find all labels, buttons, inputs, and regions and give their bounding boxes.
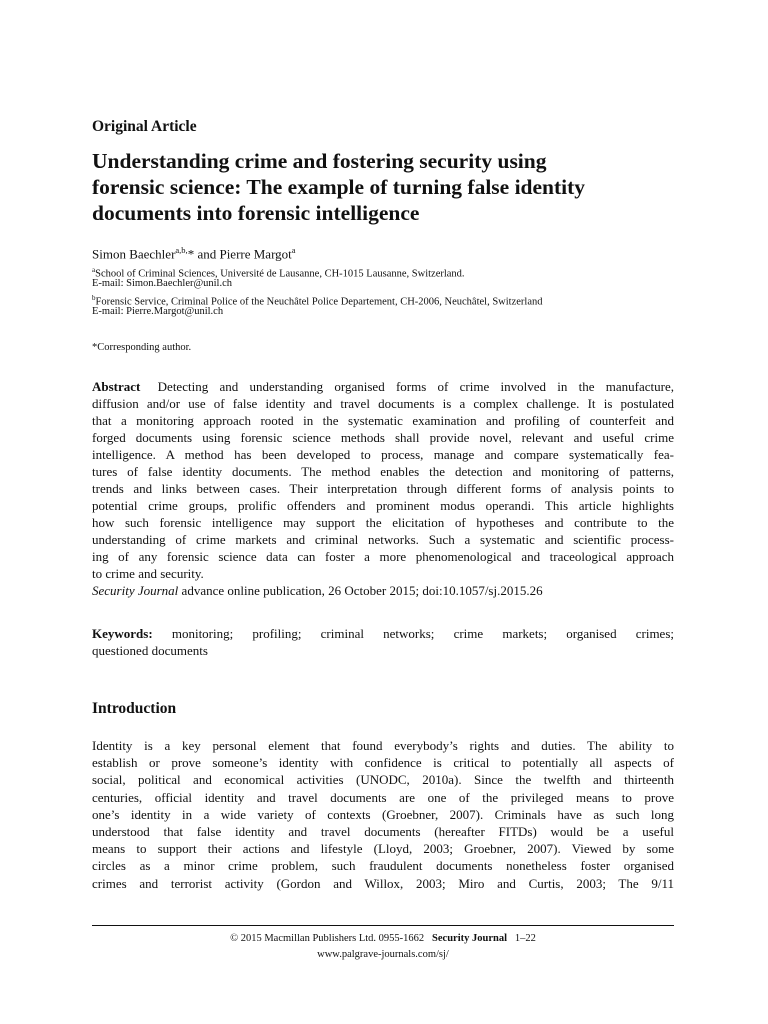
- abstract: [92, 378, 674, 599]
- footer-line: [92, 931, 674, 947]
- copyright-text: © 2015 Macmillan Publishers Ltd. 0955-1662: [230, 933, 425, 944]
- body-line: Identity is a key personal element that found everybody’s rights and duties. The ability to: [92, 738, 674, 753]
- journal-name-footer: Security Journal: [432, 933, 507, 944]
- abstract-line: ing of any forensic science data can foster a more phenomenological and traceological approach: [92, 549, 674, 564]
- author-affiliation-marker: a,b,: [175, 245, 188, 255]
- abstract-line: that a monitoring approach rooted in the systematic examination and profiling of counterfeit and: [92, 413, 674, 428]
- abstract-line: [92, 378, 674, 395]
- abstract-line: diffusion and/or use of false identity and travel documents is a complex challenge. It is postulated: [92, 396, 674, 411]
- footer-divider: [92, 925, 674, 926]
- article-title: [92, 148, 674, 226]
- body-line: crimes and terrorist activity (Gordon and Willox, 2003; Miro and Curtis, 2003; The 9/11: [92, 875, 674, 891]
- abstract-text: Detecting and understanding organised forms of crime involved in the manufacture,: [157, 379, 674, 394]
- abstract-line: how such forensic intelligence may support the elicitation of hypotheses and contribute to the: [92, 515, 674, 530]
- journal-citation: [92, 582, 674, 599]
- introduction-body: [92, 737, 674, 892]
- keywords-line: [92, 625, 674, 642]
- abstract-label: Abstract: [92, 379, 141, 394]
- journal-name: Security Journal: [92, 583, 179, 598]
- body-line: means to support their actions and lifestyle (Lloyd, 2003; Groebner, 2007). Viewed by some: [92, 841, 674, 857]
- author-name: and Pierre Margot: [194, 246, 292, 262]
- abstract-line: to crime and security.: [92, 566, 204, 581]
- author-affiliation-marker: a: [291, 245, 296, 255]
- affiliation-marker: b: [92, 294, 96, 302]
- body-line: one’s identity in a wide variety of contexts (Groebner, 2007). Criminals have as such long: [92, 806, 674, 822]
- keywords: [92, 625, 674, 659]
- abstract-line: tures of false identity documents. The method enables the detection and monitoring of patterns,: [92, 464, 674, 479]
- email-text: E-mail: Simon.Baechler@unil.ch: [92, 278, 233, 289]
- author-email: [92, 305, 223, 319]
- author-list: [92, 245, 296, 262]
- affiliation-marker: a: [92, 266, 96, 274]
- email-text: E-mail: Pierre.Margot@unil.ch: [92, 306, 224, 317]
- page-range: 1–22: [514, 933, 536, 944]
- body-line: establish or prove someone’s identity with confidence is critical to potentially all aspects of: [92, 755, 674, 771]
- body-line: circles as a minor crime problem, such fraudulent documents nonetheless foster organised: [92, 858, 674, 874]
- keywords-line: questioned documents: [92, 643, 208, 658]
- article-type-label: Original Article: [92, 118, 197, 135]
- title-line: Understanding crime and fostering security using: [92, 149, 547, 173]
- author-name: Simon Baechler: [92, 246, 176, 262]
- author-email: [92, 277, 232, 291]
- abstract-line: forged documents using forensic science methods shall provide novel, relevant and useful crime: [92, 430, 674, 445]
- affiliation-text: School of Criminal Sciences, Université de Lausanne, CH-1015 Lausanne, Switzerland.: [95, 268, 465, 280]
- affiliation-text: Forensic Service, Criminal Police of the Neuchâtel Police Departement, CH-2006, Neuchâtel, Switzerland: [95, 296, 543, 308]
- keywords-label: Keywords:: [92, 626, 153, 641]
- title-line: documents into forensic intelligence: [92, 201, 420, 225]
- body-line: centuries, official identity and travel documents are one of the privileged means to prove: [92, 789, 674, 805]
- corresponding-marker: *: [187, 246, 195, 262]
- body-line: understood that false identity and travel documents (hereafter FITDs) would be a useful: [92, 824, 674, 840]
- citation-details: advance online publication, 26 October 2015; doi:10.1057/sj.2015.26: [178, 583, 543, 598]
- corresponding-author-note: *Corresponding author.: [92, 342, 192, 353]
- journal-url[interactable]: www.palgrave-journals.com/sj/: [317, 949, 449, 960]
- section-heading-introduction: Introduction: [92, 700, 177, 717]
- abstract-line: trends and links between cases. Their interpretation through different forms of analysis points to: [92, 481, 674, 496]
- keywords-text: monitoring; profiling; criminal networks; crime markets; organised crimes;: [171, 626, 674, 641]
- abstract-line: potential crime groups, prolific offenders and prominent modus operandi. This article highlights: [92, 498, 674, 513]
- page-footer: [92, 931, 674, 963]
- abstract-line: understanding of crime markets and criminal networks. Such a systematic and scientific process-: [92, 532, 674, 547]
- abstract-line: intelligence. A method has been developed to process, manage and compare systematically fea-: [92, 447, 674, 462]
- body-line: social, political and economical activities (UNODC, 2010a). Since the twelfth and thirteenth: [92, 772, 674, 788]
- title-line: forensic science: The example of turning false identity: [92, 175, 586, 199]
